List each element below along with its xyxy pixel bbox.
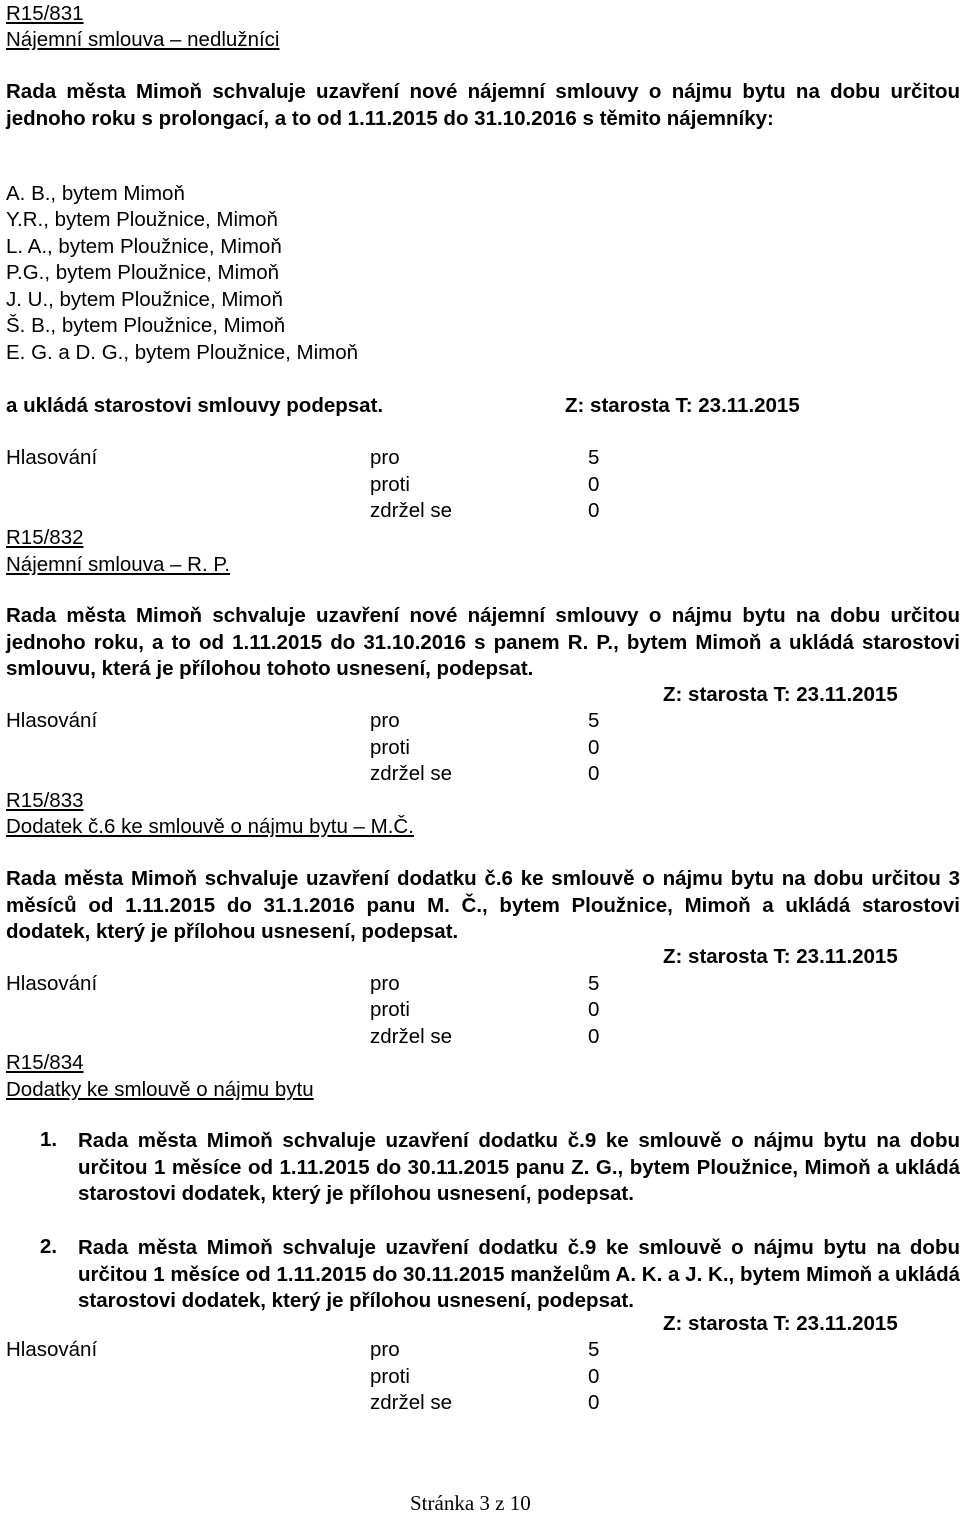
vote-zdrzel-label: zdržel se xyxy=(370,499,453,522)
vote-pro-label: pro xyxy=(370,446,400,469)
resolution-number: R15/831 xyxy=(6,2,84,25)
responsibility-deadline: Z: starosta T: 23.11.2015 xyxy=(663,945,898,968)
resolution-title: Dodatky ke smlouvě o nájmu bytu xyxy=(6,1078,314,1101)
responsibility-deadline: Z: starosta T: 23.11.2015 xyxy=(663,683,898,706)
resolution-title: Dodatek č.6 ke smlouvě o nájmu bytu – M.Č. xyxy=(6,815,414,838)
tenant-item: A. B., bytem Mimoň xyxy=(6,182,185,205)
vote-zdrzel-count: 0 xyxy=(588,762,600,785)
page-number: Stránka 3 z 10 xyxy=(410,1491,531,1515)
vote-label: Hlasování xyxy=(6,709,98,732)
resolution-item-text: Rada města Mimoň schvaluje uzavření dodatku č.9 ke smlouvě o nájmu bytu na dobu určitou 1 měsíce od 1.11.2015 do 30.11.2015 manželům A. K. a J. K., bytem Mimoň a ukládá starostovi dodatek, který je přílohou usnesení, podepsat. xyxy=(78,1236,960,1312)
resolution-number: R15/832 xyxy=(6,526,84,549)
vote-zdrzel-count: 0 xyxy=(588,1025,600,1048)
resolution-closing: a ukládá starostovi smlouvy podepsat. xyxy=(6,394,384,417)
resolution-title: Nájemní smlouva – R. P. xyxy=(6,553,231,576)
vote-zdrzel-count: 0 xyxy=(588,499,600,522)
vote-proti-label: proti xyxy=(370,1365,410,1388)
vote-proti-count: 0 xyxy=(588,998,600,1021)
item-number: 2. xyxy=(40,1235,58,1258)
vote-pro-count: 5 xyxy=(588,709,600,732)
vote-zdrzel-label: zdržel se xyxy=(370,1391,453,1414)
resolution-number: R15/834 xyxy=(6,1051,84,1074)
resolution-number: R15/833 xyxy=(6,789,84,812)
tenant-item: P.G., bytem Ploužnice, Mimoň xyxy=(6,261,280,284)
vote-proti-count: 0 xyxy=(588,736,600,759)
vote-pro-label: pro xyxy=(370,972,400,995)
vote-pro-count: 5 xyxy=(588,446,600,469)
resolution-text: Rada města Mimoň schvaluje uzavření dodatku č.6 ke smlouvě o nájmu bytu na dobu určitou 3 měsíců od 1.11.2015 do 31.1.2016 panu M. Č., bytem Ploužnice, Mimoň a ukládá starostovi dodatek, který je přílohou usnesení, podepsat. xyxy=(6,867,960,943)
tenant-item: Š. B., bytem Ploužnice, Mimoň xyxy=(6,314,286,337)
resolution-text: Rada města Mimoň schvaluje uzavření nové nájemní smlouvy o nájmu bytu na dobu určitou jednoho roku s prolongací, a to od 1.11.2015 do 31.10.2016 s těmito nájemníky: xyxy=(6,80,960,130)
resolution-title: Nájemní smlouva – nedlužníci xyxy=(6,28,280,51)
item-number: 1. xyxy=(40,1128,58,1151)
resolution-text: Rada města Mimoň schvaluje uzavření nové nájemní smlouvy o nájmu bytu na dobu určitou jednoho roku, a to od 1.11.2015 do 31.10.2016 s panem R. P., bytem Mimoň a ukládá starostovi smlouvu, která je přílohou tohoto usnesení, podepsat. xyxy=(6,604,960,680)
vote-proti-count: 0 xyxy=(588,1365,600,1388)
vote-zdrzel-label: zdržel se xyxy=(370,1025,453,1048)
vote-proti-label: proti xyxy=(370,736,410,759)
responsibility-deadline: Z: starosta T: 23.11.2015 xyxy=(663,1312,898,1335)
vote-proti-count: 0 xyxy=(588,473,600,496)
vote-pro-label: pro xyxy=(370,709,400,732)
vote-zdrzel-count: 0 xyxy=(588,1391,600,1414)
resolution-item-text: Rada města Mimoň schvaluje uzavření dodatku č.9 ke smlouvě o nájmu bytu na dobu určitou 1 měsíce od 1.11.2015 do 30.11.2015 panu Z. G., bytem Ploužnice, Mimoň a ukládá starostovi dodatek, který je přílohou usnesení, podepsat. xyxy=(78,1129,960,1205)
tenant-item: L. A., bytem Ploužnice, Mimoň xyxy=(6,235,282,258)
tenant-item: Y.R., bytem Ploužnice, Mimoň xyxy=(6,208,278,231)
responsibility-deadline: Z: starosta T: 23.11.2015 xyxy=(565,394,800,417)
vote-proti-label: proti xyxy=(370,473,410,496)
tenant-item: E. G. a D. G., bytem Ploužnice, Mimoň xyxy=(6,341,359,364)
vote-pro-count: 5 xyxy=(588,1338,600,1361)
vote-proti-label: proti xyxy=(370,998,410,1021)
tenant-item: J. U., bytem Ploužnice, Mimoň xyxy=(6,288,283,311)
vote-label: Hlasování xyxy=(6,446,98,469)
vote-label: Hlasování xyxy=(6,972,98,995)
vote-pro-count: 5 xyxy=(588,972,600,995)
vote-pro-label: pro xyxy=(370,1338,400,1361)
vote-label: Hlasování xyxy=(6,1338,98,1361)
vote-zdrzel-label: zdržel se xyxy=(370,762,453,785)
